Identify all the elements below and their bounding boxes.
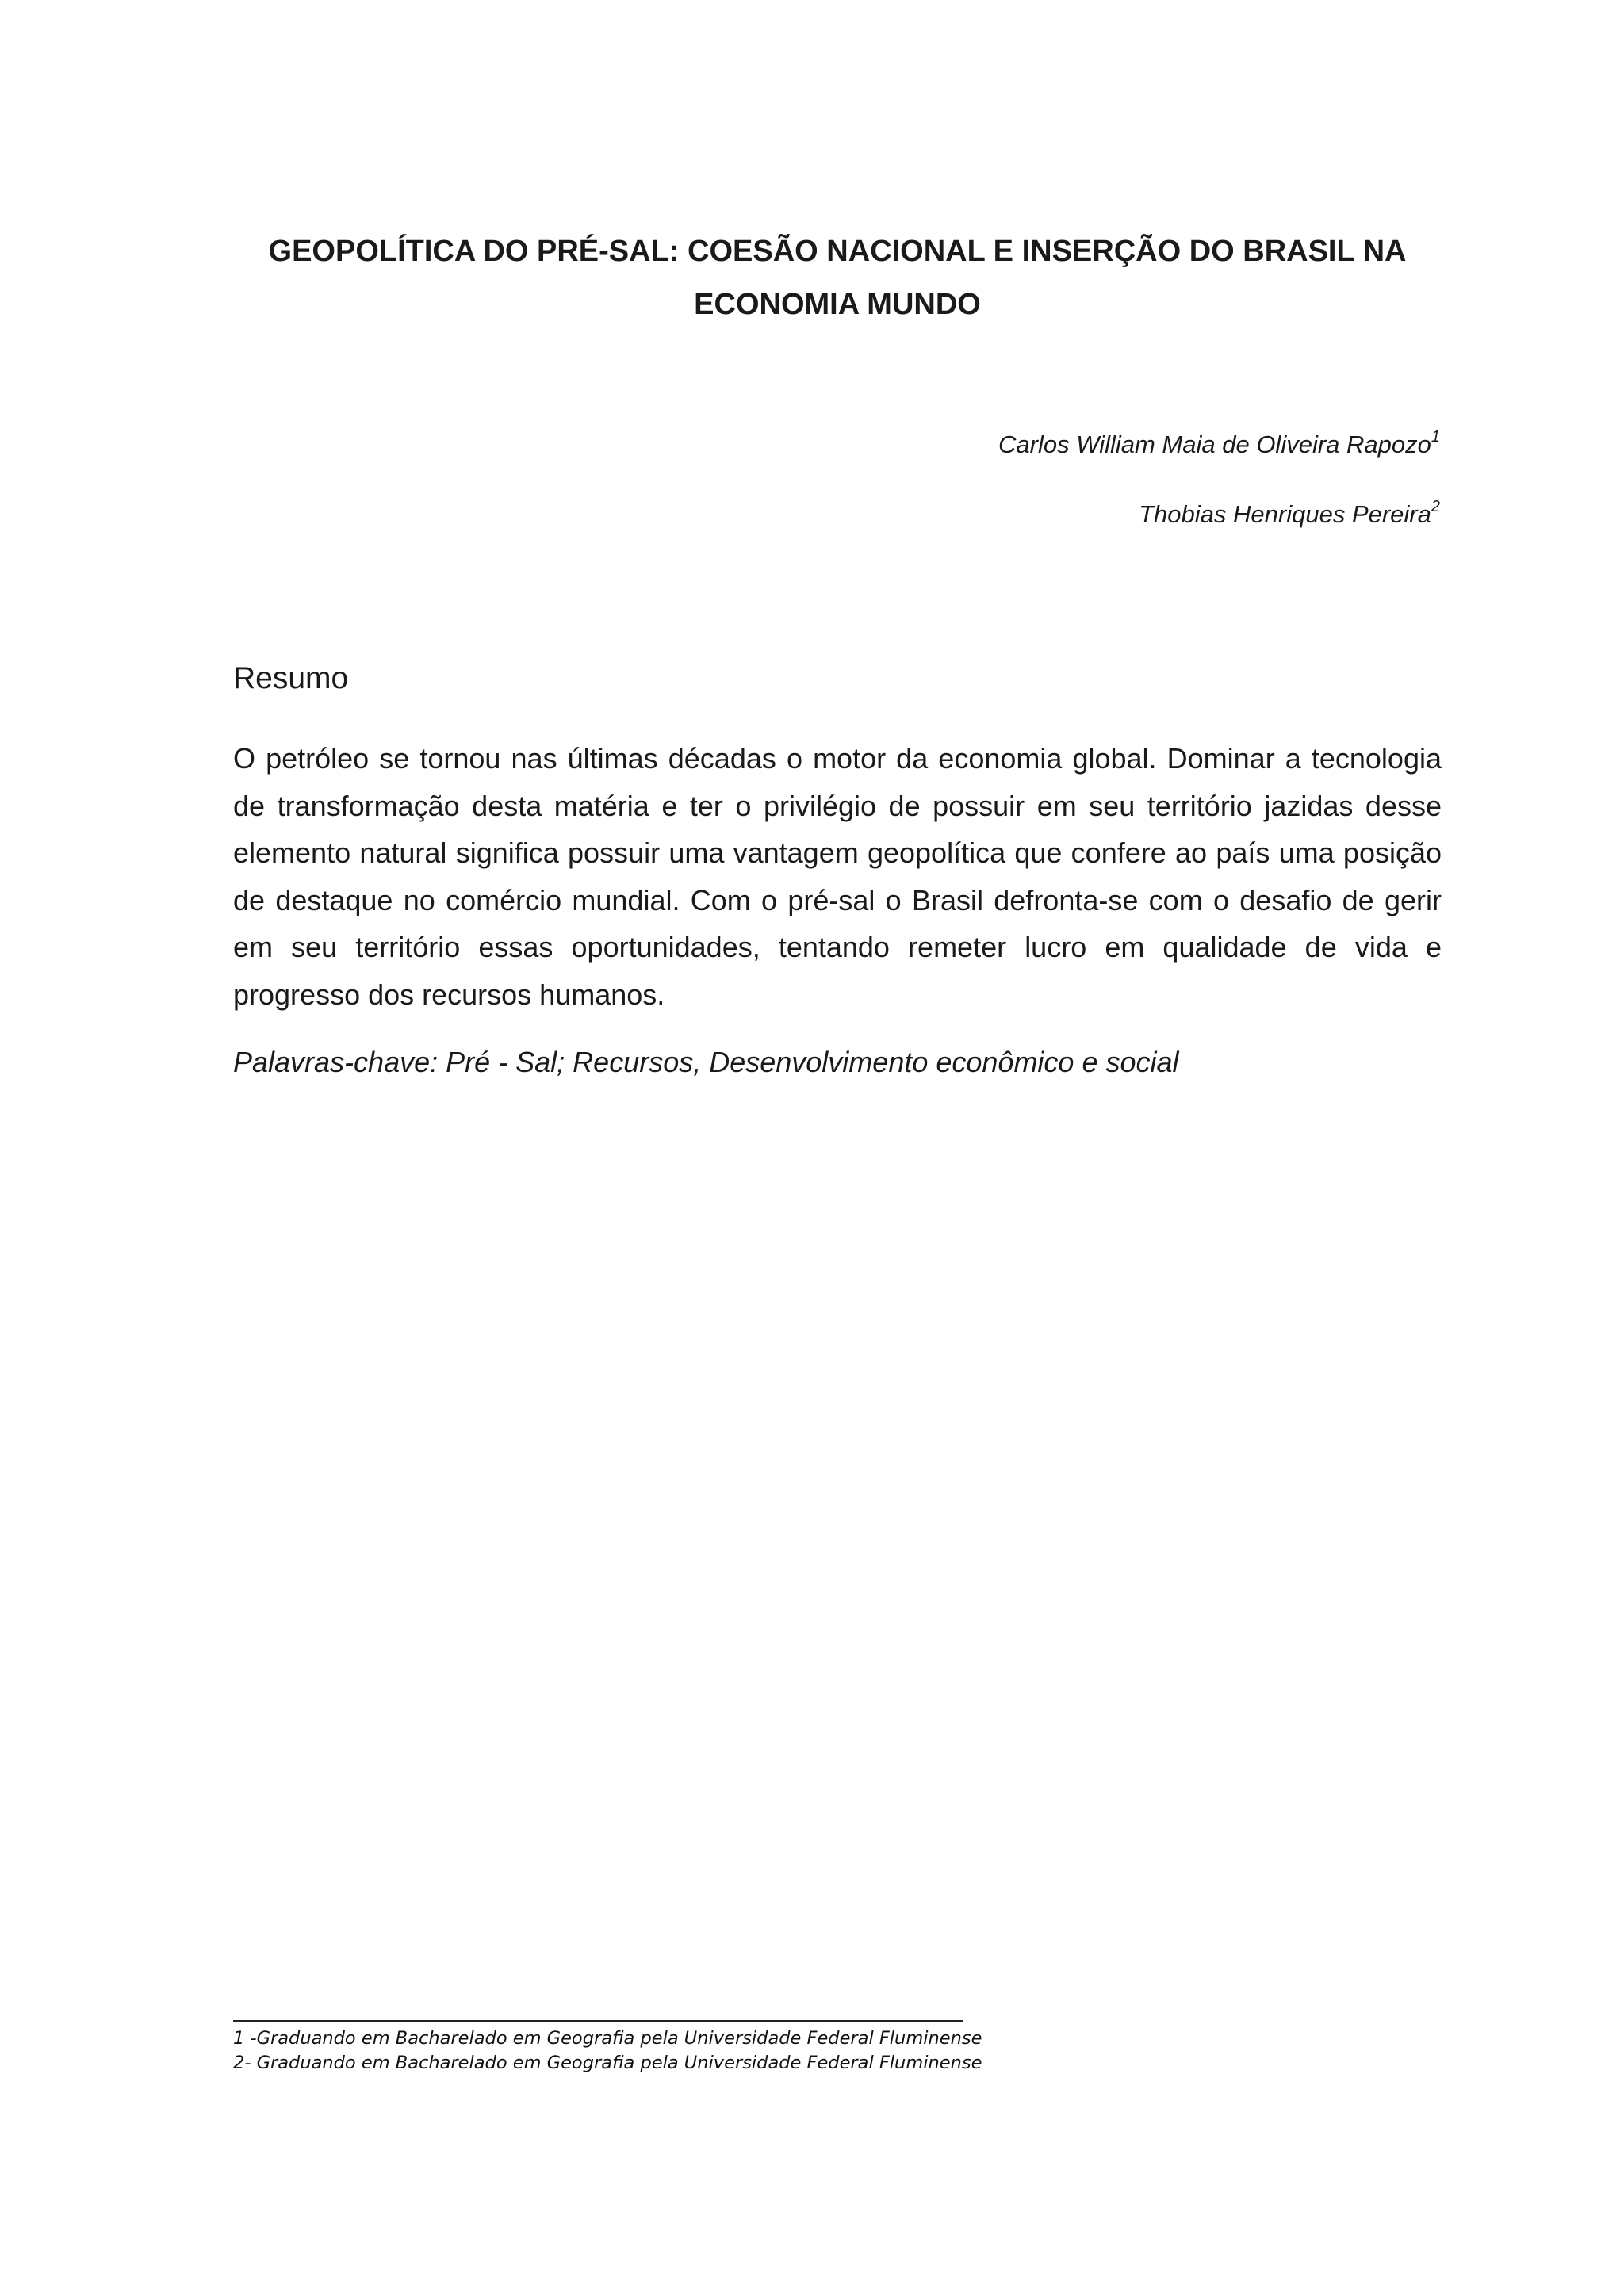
author-2: [998, 498, 1440, 531]
footnote-1: 1 -Graduando em Bacharelado em Geografia pela Universidade Federal Fluminense: [233, 2028, 982, 2049]
footnote-marker: 1: [1431, 428, 1440, 446]
title-line-2: ECONOMIA MUNDO: [694, 288, 981, 321]
author-name: Thobias Henriques Pereira: [1139, 500, 1431, 528]
footnotes: [233, 2026, 982, 2076]
footnote-2: 2- Graduando em Bacharelado em Geografia pela Universidade Federal Fluminense: [233, 2053, 982, 2073]
author-name: Carlos William Maia de Oliveira Rapozo: [998, 430, 1431, 458]
author-list: [998, 428, 1440, 568]
abstract-heading: Resumo: [233, 661, 349, 695]
keywords-line: Palavras-chave: Pré - Sal; Recursos, Desenvolvimento econômico e social: [233, 1046, 1179, 1078]
footnote-marker: 2: [1431, 498, 1440, 515]
title-line-1: GEOPOLÍTICA DO PRÉ-SAL: COESÃO NACIONAL E INSERÇÃO DO BRASIL NA: [268, 235, 1407, 268]
footnote-separator: [233, 2020, 963, 2022]
paper-title: [235, 225, 1440, 331]
abstract-paragraph: O petróleo se tornou nas últimas décadas o motor da economia global. Dominar a tecnologia de transformação desta matéria e ter o privilégio de possuir em seu território jazidas desse elemento natural significa possuir uma vantagem geopolítica que confere ao país uma posição de destaque no comércio mundial. Com o pré-sal o Brasil defronta-se com o desafio de gerir em seu território essas oportunidades, tentando remeter lucro em qualidade de vida e progresso dos recursos humanos.: [233, 742, 1442, 1011]
author-1: [998, 428, 1440, 461]
